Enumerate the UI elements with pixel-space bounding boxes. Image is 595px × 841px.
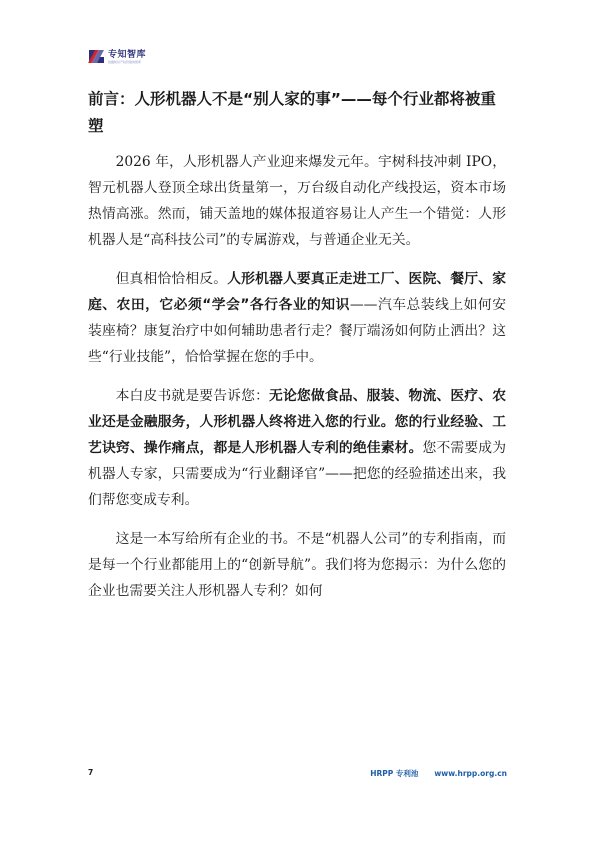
paragraph-text: 但真相恰恰相反。 [115, 271, 228, 287]
zhuanzhi-logo-icon [88, 48, 105, 65]
emphasis-text: 无论您做食品、服装、物流、医疗、农业还是金融服务，人形机器人终将进入您的行业。您的行业经验、工艺诀窍、操作痛点，都是人形机器人专利的绝佳素材。 [88, 388, 507, 456]
body-paragraph [88, 526, 506, 604]
paragraph-text: 本白皮书就是要告诉您： [115, 388, 270, 404]
logo-tagline: 挖掘知识产权价值的智库 [108, 59, 142, 64]
paragraph-text: 您不需要成为机器人专家，只需要成为“行业翻译官”——把您的经验描述出来，我们帮您变成专利。 [88, 440, 507, 508]
paragraph-text: ——汽车总装线上如何安装座椅？康复治疗中如何辅助患者行走？餐厅端汤如何防止洒出？这些“行业技能”，恰恰掌握在您的手中。 [88, 297, 506, 365]
emphasis-text: 人形机器人要真正走进工厂、医院、餐厅、家庭、农田，它必须“学会”各行各业的知识 [88, 271, 507, 313]
section-heading: 前言：人形机器人不是“别人家的事”——每个行业都将被重塑 [88, 90, 496, 135]
footer-url[interactable]: www.hrpp.org.cn [434, 769, 507, 778]
body-paragraph [88, 149, 506, 253]
logo [88, 48, 146, 65]
logo-name: 专知智库 [108, 49, 147, 60]
body-text [88, 149, 506, 617]
body-paragraph [88, 383, 506, 513]
footer-brand: HRPP 专利池 [370, 769, 419, 778]
paragraph-text: 2026 年，人形机器人产业迎来爆发元年。宇树科技冲刺 IPO，智元机器人登顶全球出货量第一，万台级自动化产线投运，资本市场热情高涨。然而，铺天盖地的媒体报道容易让人产生一个错觉：人形机器人是“高科技公司”的专属游戏，与普通企业无关。 [88, 154, 506, 248]
body-paragraph [88, 266, 506, 370]
paragraph-text: 这是一本写给所有企业的书。不是“机器人公司”的专利指南，而是每一个行业都能用上的“创新导航”。我们将为您揭示：为什么您的企业也需要关注人形机器人专利？如何 [88, 531, 506, 599]
page-footer [88, 768, 507, 780]
page-number: 7 [88, 768, 94, 777]
